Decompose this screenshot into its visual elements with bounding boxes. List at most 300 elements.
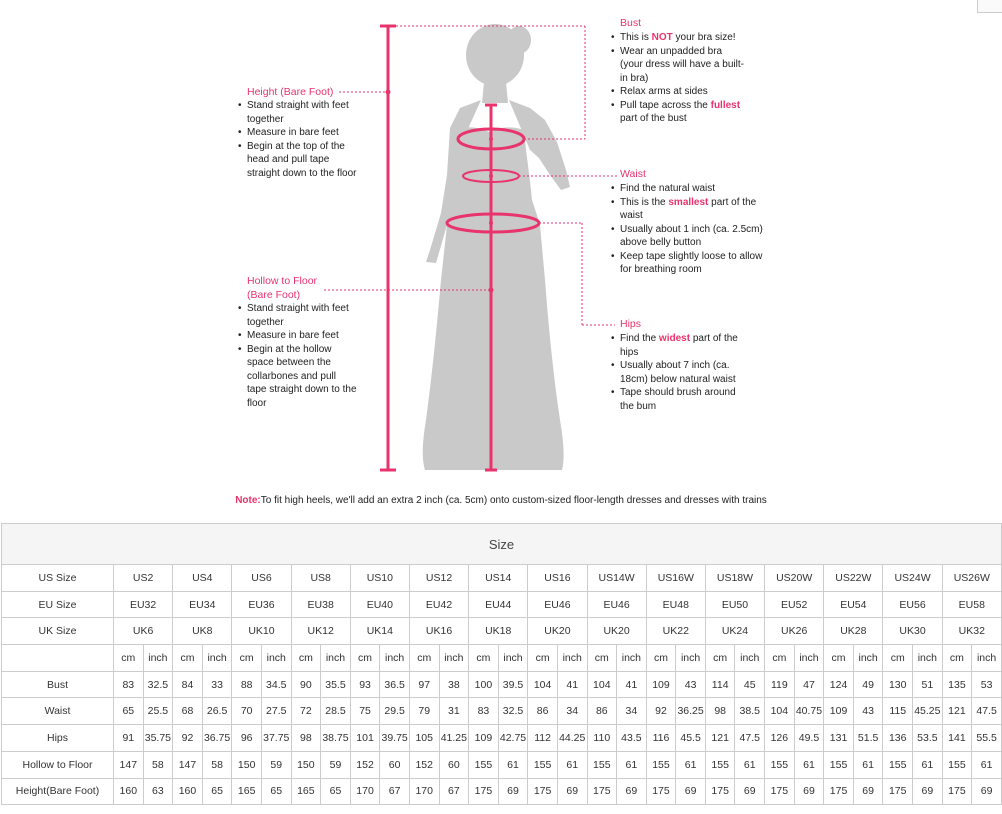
instruction-item: [238, 140, 358, 181]
instruction-item: [238, 126, 358, 140]
inch-value: 37.75: [261, 725, 291, 752]
cm-value: 165: [291, 778, 321, 805]
size-cell: UK32: [942, 618, 1001, 645]
inch-value: 61: [972, 751, 1002, 778]
inch-value: 65: [202, 778, 232, 805]
instruction-item: [238, 99, 358, 126]
inch-value: 29.5: [380, 698, 410, 725]
unit-inch: inch: [202, 645, 232, 672]
height-instructions: [238, 99, 358, 180]
size-cell: UK12: [291, 618, 350, 645]
cm-value: 96: [232, 725, 262, 752]
inch-value: 69: [913, 778, 943, 805]
cm-value: 109: [824, 698, 854, 725]
inch-value: 69: [794, 778, 824, 805]
inch-value: 59: [321, 751, 351, 778]
inch-value: 69: [557, 778, 587, 805]
unit-inch: inch: [972, 645, 1002, 672]
measure-row: [2, 778, 1002, 805]
cm-value: 155: [942, 751, 972, 778]
inch-value: 59: [261, 751, 291, 778]
instruction-item: [611, 45, 747, 86]
inch-value: 45.25: [913, 698, 943, 725]
instruction-text: Find the natural waist: [620, 183, 716, 194]
cm-value: 104: [528, 671, 558, 698]
instruction-item: [611, 196, 771, 223]
cm-value: 110: [587, 725, 617, 752]
cm-value: 92: [646, 698, 676, 725]
unit-inch: inch: [735, 645, 765, 672]
hollow-title-line-1: Hollow to Floor: [247, 275, 318, 287]
row-label: EU Size: [2, 591, 114, 618]
cm-value: 170: [409, 778, 439, 805]
size-cell: US14: [469, 565, 528, 592]
size-cell: UK10: [232, 618, 291, 645]
hollow-title-line-2: (Bare Foot): [247, 289, 301, 301]
unit-cm: cm: [469, 645, 499, 672]
instruction-text: your bra size!: [672, 32, 736, 43]
inch-value: 41.25: [439, 725, 469, 752]
cm-value: 109: [646, 671, 676, 698]
instruction-list: [611, 31, 747, 126]
cm-value: 130: [883, 671, 913, 698]
dress-silhouette: [423, 24, 570, 470]
hips-title: Hips: [620, 318, 642, 330]
instruction-text: This is: [620, 32, 652, 43]
hips-instructions: [611, 332, 751, 413]
size-cell: EU42: [409, 591, 468, 618]
unit-row-label: [2, 645, 114, 672]
row-label: Bust: [2, 671, 114, 698]
cm-value: 126: [765, 725, 795, 752]
inch-value: 47: [794, 671, 824, 698]
cm-value: 97: [409, 671, 439, 698]
size-cell: US4: [173, 565, 232, 592]
cm-value: 175: [587, 778, 617, 805]
cm-value: 121: [942, 698, 972, 725]
row-label: Hips: [2, 725, 114, 752]
size-cell: US24W: [883, 565, 942, 592]
cm-value: 119: [765, 671, 795, 698]
inch-value: 69: [972, 778, 1002, 805]
cm-value: 155: [469, 751, 499, 778]
cm-value: 175: [883, 778, 913, 805]
inch-value: 65: [261, 778, 291, 805]
inch-value: 36.5: [380, 671, 410, 698]
size-cell: EU46: [587, 591, 646, 618]
cm-value: 175: [824, 778, 854, 805]
instruction-text: Keep tape slightly loose to allow for breathing room: [620, 250, 763, 275]
cm-value: 104: [765, 698, 795, 725]
instruction-item: [611, 223, 771, 250]
cm-value: 152: [350, 751, 380, 778]
size-cell: UK16: [409, 618, 468, 645]
instruction-item: [611, 182, 771, 196]
unit-cm: cm: [587, 645, 617, 672]
cm-value: 109: [469, 725, 499, 752]
inch-value: 61: [794, 751, 824, 778]
cm-value: 124: [824, 671, 854, 698]
instruction-text: This is the: [620, 196, 669, 208]
instruction-item: [611, 386, 751, 413]
highlight-text: smallest: [668, 196, 709, 208]
size-row: [2, 565, 1002, 592]
instruction-list: [611, 182, 771, 277]
cm-value: 101: [350, 725, 380, 752]
cm-value: 165: [232, 778, 262, 805]
instruction-item: [611, 359, 751, 386]
row-label: Hollow to Floor: [2, 751, 114, 778]
instruction-text: Pull tape across the: [620, 99, 711, 111]
size-cell: EU56: [883, 591, 942, 618]
unit-inch: inch: [617, 645, 647, 672]
inch-value: 39.5: [498, 671, 528, 698]
instruction-text: Tape should brush around the bum: [620, 387, 736, 412]
cm-value: 160: [173, 778, 203, 805]
size-cell: US6: [232, 565, 291, 592]
unit-inch: inch: [439, 645, 469, 672]
cm-value: 160: [114, 778, 144, 805]
inch-value: 47.5: [735, 725, 765, 752]
cm-value: 72: [291, 698, 321, 725]
unit-cm: cm: [528, 645, 558, 672]
inch-value: 32.5: [498, 698, 528, 725]
cm-value: 83: [469, 698, 499, 725]
cm-value: 175: [528, 778, 558, 805]
cm-value: 98: [705, 698, 735, 725]
instruction-text: part of the bust: [620, 113, 687, 124]
inch-value: 36.75: [202, 725, 232, 752]
size-row: [2, 591, 1002, 618]
unit-inch: inch: [676, 645, 706, 672]
unit-cm: cm: [646, 645, 676, 672]
unit-cm: cm: [824, 645, 854, 672]
inch-value: 39.75: [380, 725, 410, 752]
cm-value: 79: [409, 698, 439, 725]
cm-value: 147: [114, 751, 144, 778]
unit-inch: inch: [794, 645, 824, 672]
unit-inch: inch: [261, 645, 291, 672]
size-chart-table: [1, 523, 1002, 805]
size-cell: UK26: [765, 618, 824, 645]
instruction-text: Stand straight with feet together: [247, 303, 349, 328]
cm-value: 86: [587, 698, 617, 725]
inch-value: 61: [735, 751, 765, 778]
inch-value: 31: [439, 698, 469, 725]
cm-value: 68: [173, 698, 203, 725]
instruction-text: Find the: [620, 333, 659, 344]
highlight-text: fullest: [710, 99, 741, 111]
cm-value: 105: [409, 725, 439, 752]
inch-value: 67: [439, 778, 469, 805]
size-cell: EU36: [232, 591, 291, 618]
note-text: To fit high heels, we'll add an extra 2 inch (ca. 5cm) onto custom-sized floor-length dresses and dresses with trains: [260, 495, 767, 506]
unit-cm: cm: [114, 645, 144, 672]
inch-value: 69: [676, 778, 706, 805]
unit-cm: cm: [705, 645, 735, 672]
instruction-item: [611, 31, 747, 45]
instruction-text: Begin at the hollow space between the collarbones and pull tape straight down to the floor: [247, 343, 357, 409]
size-row: [2, 618, 1002, 645]
instruction-list: [238, 99, 358, 180]
inch-value: 69: [853, 778, 883, 805]
cm-value: 155: [705, 751, 735, 778]
instruction-item: [611, 99, 747, 126]
inch-value: 45.5: [676, 725, 706, 752]
inch-value: 28.5: [321, 698, 351, 725]
size-cell: EU46: [528, 591, 587, 618]
size-cell: UK14: [350, 618, 409, 645]
measure-row: [2, 671, 1002, 698]
unit-inch: inch: [380, 645, 410, 672]
inch-value: 25.5: [143, 698, 173, 725]
cm-value: 70: [232, 698, 262, 725]
instruction-text: part of the hips: [620, 333, 738, 358]
unit-inch: inch: [143, 645, 173, 672]
bust-title: Bust: [620, 17, 642, 29]
note-label: Note:: [235, 495, 261, 506]
instruction-text: part of the waist: [620, 196, 757, 221]
cm-value: 175: [705, 778, 735, 805]
cm-value: 155: [824, 751, 854, 778]
inch-value: 33: [202, 671, 232, 698]
size-cell: EU52: [765, 591, 824, 618]
inch-value: 42.75: [498, 725, 528, 752]
size-cell: US16: [528, 565, 587, 592]
waist-title: Waist: [620, 168, 646, 180]
cm-value: 83: [114, 671, 144, 698]
inch-value: 61: [557, 751, 587, 778]
inch-value: 43: [853, 698, 883, 725]
inch-value: 38.5: [735, 698, 765, 725]
inch-value: 53: [972, 671, 1002, 698]
instruction-text: Begin at the top of the head and pull tape straight down to the floor: [247, 140, 357, 179]
instruction-list: [238, 302, 358, 410]
inch-value: 61: [913, 751, 943, 778]
cm-value: 88: [232, 671, 262, 698]
size-cell: UK20: [528, 618, 587, 645]
height-title: Height (Bare Foot): [247, 86, 334, 98]
inch-value: 35.5: [321, 671, 351, 698]
size-cell: US18W: [705, 565, 764, 592]
size-cell: US12: [409, 565, 468, 592]
cm-value: 141: [942, 725, 972, 752]
corner-widget: [977, 0, 1002, 13]
size-cell: US8: [291, 565, 350, 592]
size-cell: US22W: [824, 565, 883, 592]
inch-value: 36.25: [676, 698, 706, 725]
cm-value: 90: [291, 671, 321, 698]
cm-value: 86: [528, 698, 558, 725]
unit-row: [2, 645, 1002, 672]
inch-value: 55.5: [972, 725, 1002, 752]
inch-value: 34: [557, 698, 587, 725]
row-label: US Size: [2, 565, 114, 592]
inch-value: 38: [439, 671, 469, 698]
hollow-instructions: [238, 302, 358, 410]
cm-value: 93: [350, 671, 380, 698]
instruction-list: [611, 332, 751, 413]
inch-value: 69: [498, 778, 528, 805]
inch-value: 43.5: [617, 725, 647, 752]
inch-value: 53.5: [913, 725, 943, 752]
cm-value: 92: [173, 725, 203, 752]
cm-value: 155: [528, 751, 558, 778]
inch-value: 61: [853, 751, 883, 778]
cm-value: 65: [114, 698, 144, 725]
unit-cm: cm: [232, 645, 262, 672]
cm-value: 121: [705, 725, 735, 752]
instruction-text: Usually about 7 inch (ca. 18cm) below natural waist: [620, 360, 736, 385]
size-cell: US26W: [942, 565, 1001, 592]
cm-value: 155: [587, 751, 617, 778]
inch-value: 34.5: [261, 671, 291, 698]
heels-note: [0, 495, 1002, 506]
inch-value: 32.5: [143, 671, 173, 698]
size-cell: US2: [114, 565, 173, 592]
unit-inch: inch: [498, 645, 528, 672]
inch-value: 58: [202, 751, 232, 778]
inch-value: 34: [617, 698, 647, 725]
measure-row: [2, 751, 1002, 778]
cm-value: 112: [528, 725, 558, 752]
inch-value: 69: [617, 778, 647, 805]
cm-value: 175: [646, 778, 676, 805]
inch-value: 26.5: [202, 698, 232, 725]
row-label: Waist: [2, 698, 114, 725]
instruction-item: [238, 343, 358, 411]
inch-value: 51: [913, 671, 943, 698]
unit-cm: cm: [350, 645, 380, 672]
waist-instructions: [611, 182, 771, 277]
cm-value: 91: [114, 725, 144, 752]
instruction-text: Measure in bare feet: [247, 127, 339, 138]
table-header: Size: [2, 524, 1002, 565]
highlight-text: widest: [658, 333, 691, 344]
inch-value: 27.5: [261, 698, 291, 725]
cm-value: 175: [765, 778, 795, 805]
cm-value: 175: [469, 778, 499, 805]
size-cell: UK28: [824, 618, 883, 645]
cm-value: 155: [883, 751, 913, 778]
size-cell: US10: [350, 565, 409, 592]
cm-value: 155: [765, 751, 795, 778]
inch-value: 65: [321, 778, 351, 805]
size-cell: EU32: [114, 591, 173, 618]
cm-value: 152: [409, 751, 439, 778]
instruction-text: Measure in bare feet: [247, 330, 339, 341]
unit-cm: cm: [942, 645, 972, 672]
instruction-item: [611, 85, 747, 99]
measure-row: [2, 698, 1002, 725]
cm-value: 116: [646, 725, 676, 752]
size-cell: EU50: [705, 591, 764, 618]
unit-cm: cm: [765, 645, 795, 672]
inch-value: 69: [735, 778, 765, 805]
instruction-item: [611, 332, 751, 359]
cm-value: 147: [173, 751, 203, 778]
unit-cm: cm: [883, 645, 913, 672]
cm-value: 115: [883, 698, 913, 725]
cm-value: 150: [291, 751, 321, 778]
size-cell: EU58: [942, 591, 1001, 618]
unit-cm: cm: [173, 645, 203, 672]
inch-value: 49.5: [794, 725, 824, 752]
inch-value: 61: [617, 751, 647, 778]
size-cell: UK22: [646, 618, 705, 645]
inch-value: 41: [617, 671, 647, 698]
inch-value: 49: [853, 671, 883, 698]
inch-value: 67: [380, 778, 410, 805]
unit-inch: inch: [321, 645, 351, 672]
inch-value: 45: [735, 671, 765, 698]
inch-value: 40.75: [794, 698, 824, 725]
cm-value: 131: [824, 725, 854, 752]
size-cell: UK30: [883, 618, 942, 645]
cm-value: 84: [173, 671, 203, 698]
row-label: UK Size: [2, 618, 114, 645]
unit-inch: inch: [853, 645, 883, 672]
cm-value: 136: [883, 725, 913, 752]
unit-inch: inch: [557, 645, 587, 672]
unit-cm: cm: [409, 645, 439, 672]
cm-value: 135: [942, 671, 972, 698]
cm-value: 75: [350, 698, 380, 725]
size-cell: UK24: [705, 618, 764, 645]
size-cell: UK20: [587, 618, 646, 645]
size-cell: EU40: [350, 591, 409, 618]
inch-value: 60: [380, 751, 410, 778]
table-header-row: [2, 524, 1002, 565]
size-cell: US14W: [587, 565, 646, 592]
inch-value: 47.5: [972, 698, 1002, 725]
instruction-item: [611, 250, 771, 277]
cm-value: 100: [469, 671, 499, 698]
size-cell: UK6: [114, 618, 173, 645]
instruction-text: Usually about 1 inch (ca. 2.5cm) above belly button: [620, 223, 763, 248]
inch-value: 61: [676, 751, 706, 778]
cm-value: 98: [291, 725, 321, 752]
cm-value: 170: [350, 778, 380, 805]
cm-value: 175: [942, 778, 972, 805]
cm-value: 114: [705, 671, 735, 698]
highlight-text: NOT: [651, 32, 673, 43]
size-cell: EU38: [291, 591, 350, 618]
size-cell: EU48: [646, 591, 705, 618]
instruction-item: [238, 302, 358, 329]
size-cell: UK8: [173, 618, 232, 645]
row-label: Height(Bare Foot): [2, 778, 114, 805]
size-cell: EU54: [824, 591, 883, 618]
size-cell: EU34: [173, 591, 232, 618]
cm-value: 155: [646, 751, 676, 778]
inch-value: 44.25: [557, 725, 587, 752]
inch-value: 61: [498, 751, 528, 778]
size-cell: US16W: [646, 565, 705, 592]
inch-value: 38.75: [321, 725, 351, 752]
inch-value: 41: [557, 671, 587, 698]
unit-cm: cm: [291, 645, 321, 672]
inch-value: 35.75: [143, 725, 173, 752]
size-cell: US20W: [765, 565, 824, 592]
inch-value: 51.5: [853, 725, 883, 752]
cm-value: 150: [232, 751, 262, 778]
measure-row: [2, 725, 1002, 752]
cm-value: 104: [587, 671, 617, 698]
instruction-item: [238, 329, 358, 343]
inch-value: 60: [439, 751, 469, 778]
unit-inch: inch: [913, 645, 943, 672]
